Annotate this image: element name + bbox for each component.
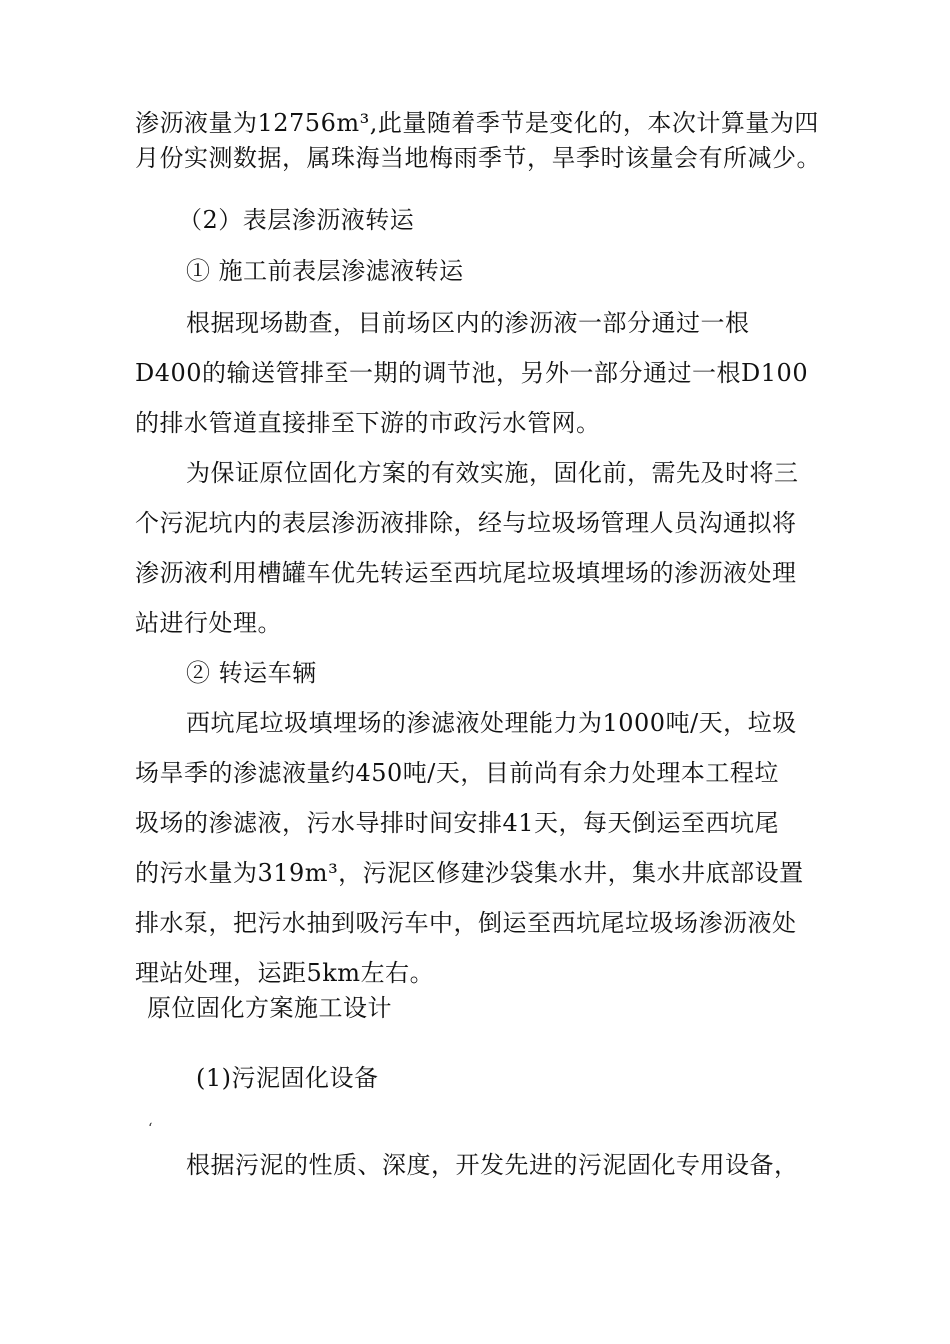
paragraph-line-9: 个污泥坑内的表层渗沥液排除，经与垃圾场管理人员沟通拟将 — [135, 509, 797, 537]
paragraph-line-1: 渗沥液量为12756m³,此量随着季节是变化的，本次计算量为四 — [135, 109, 819, 137]
paragraph-line-13: 西坑尾垃圾填埋场的渗滤液处理能力为1000吨/天，垃圾 — [186, 709, 797, 737]
paragraph-line-11: 站进行处理。 — [135, 609, 282, 637]
subheading-sludge-equipment: (1)污泥固化设备 — [196, 1064, 379, 1092]
subheading-transfer-vehicles: ② 转运车辆 — [186, 659, 317, 687]
paragraph-line-10: 渗沥液利用槽罐车优先转运至西坑尾垃圾填埋场的渗沥液处理 — [135, 559, 797, 587]
stray-mark: ʻ — [148, 1121, 153, 1137]
paragraph-line-21: 根据污泥的性质、深度，开发先进的污泥固化专用设备， — [186, 1151, 799, 1179]
paragraph-line-16: 的污水量为319m³，污泥区修建沙袋集水井，集水井底部设置 — [135, 859, 804, 887]
paragraph-line-8: 为保证原位固化方案的有效实施，固化前，需先及时将三 — [186, 459, 799, 487]
paragraph-line-15: 圾场的渗滤液，污水导排时间安排41天，每天倒运至西坑尾 — [135, 809, 780, 837]
paragraph-line-18: 理站处理，运距5km左右。 — [135, 959, 435, 987]
paragraph-line-2: 月份实测数据，属珠海当地梅雨季节，旱季时该量会有所减少。 — [135, 144, 821, 172]
subheading-pre-construction-transfer: ① 施工前表层渗滤液转运 — [186, 257, 464, 285]
paragraph-line-14: 场旱季的渗滤液量约450吨/天，目前尚有余力处理本工程垃 — [135, 759, 779, 787]
paragraph-line-5: 根据现场勘查，目前场区内的渗沥液一部分通过一根 — [186, 309, 750, 337]
section-heading-surface-leachate: （2）表层渗沥液转运 — [178, 206, 415, 234]
section-heading-in-situ-solidification: 原位固化方案施工设计 — [147, 994, 392, 1022]
paragraph-line-17: 排水泵，把污水抽到吸污车中，倒运至西坑尾垃圾场渗沥液处 — [135, 909, 797, 937]
paragraph-line-6: D400的输送管排至一期的调节池，另外一部分通过一根D100 — [135, 359, 809, 387]
paragraph-line-7: 的排水管道直接排至下游的市政污水管网。 — [135, 409, 601, 437]
